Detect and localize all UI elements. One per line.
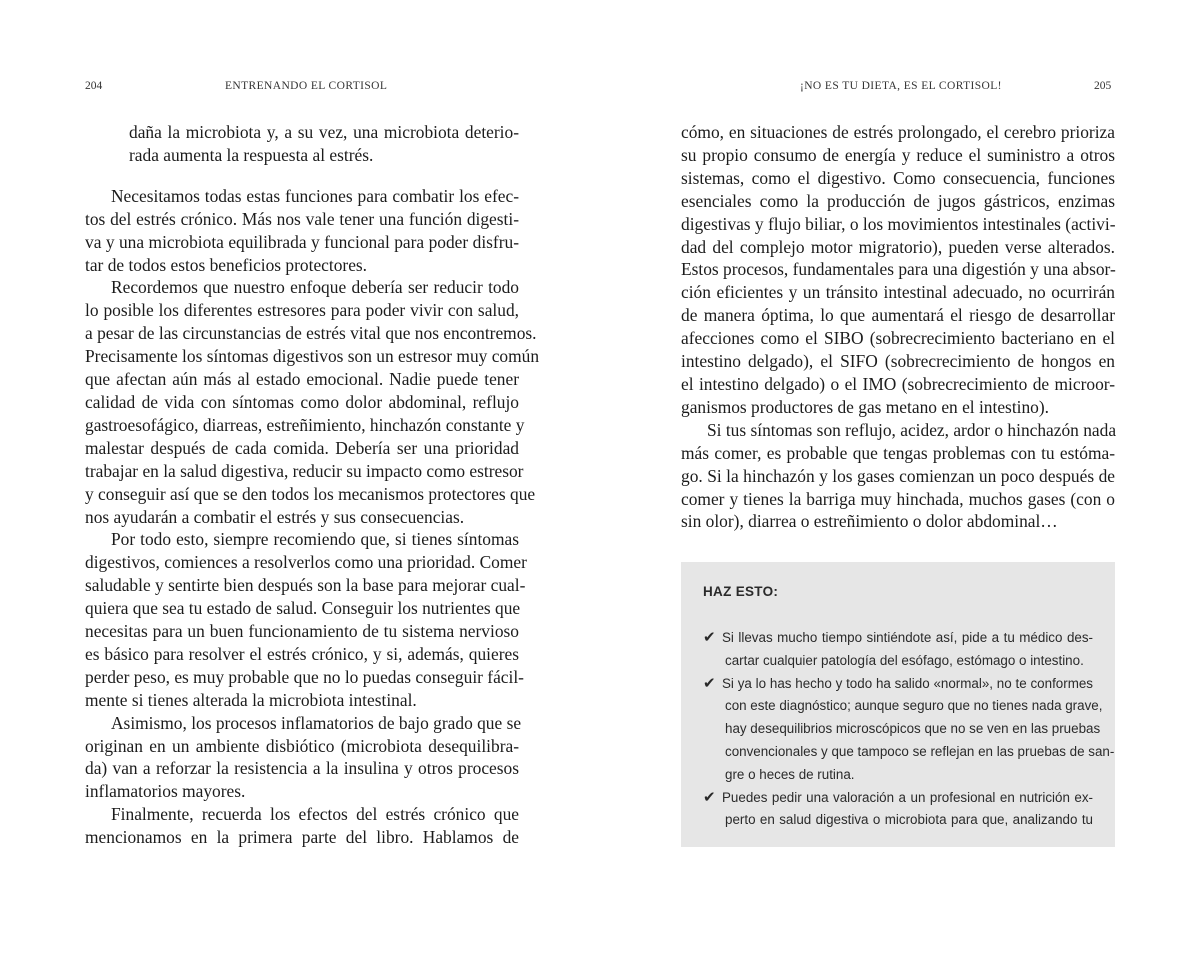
text-line: hay desequilibrios microscópicos que no se ven en las pruebas [725,721,1101,737]
text-line: Estos procesos, fundamentales para una digestión y una absor- [681,259,1116,280]
text-line: Recordemos que nuestro enfoque debería ser reducir todo [111,277,519,298]
text-line: malestar después de cada comida. Debería ser una prioridad [85,437,519,458]
check-mark-icon: ✔ [703,629,716,646]
paragraph [681,121,1115,419]
text-line: inflamatorios mayores. [85,781,246,802]
text-line: lo posible los diferentes estresores para poder vivir con salud, [85,300,519,321]
text-line: perto en salud digestiva o microbiota para que, analizando tu [725,812,1093,828]
text-line: mente si tienes alterada la microbiota intestinal. [85,689,417,710]
text-line: ción eficientes y un tránsito intestinal adecuado, no ocurrirán [681,282,1115,303]
text-line: digestivos, comiences a resolverlos como una prioridad. Comer [85,552,527,573]
text-line: necesitas para un buen funcionamiento de tu sistema nervioso [85,621,519,642]
text-line: Puedes pedir una valoración a un profesional en nutrición ex- [722,789,1093,805]
page-number-left: 204 [85,80,103,92]
text-line: Asimismo, los procesos inflamatorios de bajo grado que se [111,712,522,733]
text-line: quiera que sea tu estado de salud. Conseguir los nutrientes que [85,598,521,619]
text-line: da) van a reforzar la resistencia a la insulina y otros procesos [85,758,519,779]
text-line: Necesitamos todas estas funciones para combatir los efec- [111,185,519,206]
text-line: más comer, es probable que tengas problemas con tu estóma- [681,442,1115,463]
text-line: Si tus síntomas son reflujo, acidez, ardor o hinchazón nada [707,419,1117,440]
text-line: Por todo esto, siempre recomiendo que, si tienes síntomas [111,529,519,550]
text-line: que afectan aún más al estado emocional. Nadie puede tener [85,369,519,390]
box-title: HAZ ESTO: [703,584,779,599]
quote-continuation [85,121,519,167]
text-line: Precisamente los síntomas digestivos son un estresor muy común [85,346,540,367]
text-line: de manera óptima, lo que aumentará el riesgo de desarrollar [681,305,1115,326]
text-line: va y una microbiota equilibrada y funcional para poder disfru- [85,231,519,252]
text-line: esenciales como la producción de jugos gástricos, enzimas [681,190,1115,211]
paragraph [85,276,540,528]
checklist-item [703,673,1115,787]
checklist-item [703,627,1093,673]
text-line: afecciones como el SIBO (sobrecrecimiento bacteriano en el [681,328,1115,349]
check-mark-icon: ✔ [703,674,716,692]
checklist-item [703,787,1093,833]
text-line: tos del estrés crónico. Más nos vale tener una función digesti- [85,208,519,229]
haz-esto-box [681,562,1115,847]
text-line: a pesar de las circunstancias de estrés vital que nos encontremos. [85,323,537,344]
text-line: daña la microbiota y, a su vez, una microbiota deterio- [129,122,519,142]
text-line: trabajar en la salud digestiva, reducir su impacto como estresor [85,460,524,481]
text-line: sistemas, como el digestivo. Como consecuencia, funciones [681,167,1115,188]
running-head-right: ¡NO ES TU DIETA, ES EL CORTISOL! [800,80,1002,92]
text-line: Finalmente, recuerda los efectos del estrés crónico que [111,804,519,825]
left-body-text [85,121,540,849]
running-head-left: ENTRENANDO EL CORTISOL [225,80,388,92]
right-body-text [681,121,1115,533]
text-line: gre o heces de rutina. [725,766,855,782]
text-line: nos ayudarán a combatir el estrés y sus consecuencias. [85,506,465,527]
text-line: digestivas y flujo biliar, o los movimientos intestinales (activi- [681,213,1116,234]
text-line: gastroesofágico, diarreas, estreñimiento, hinchazón constante y [85,414,525,435]
paragraph [85,185,519,277]
text-line: perder peso, es muy probable que no lo puedas conseguir fácil- [85,666,524,687]
text-line: es básico para resolver el estrés crónico, y si, además, quieres [85,643,519,664]
page-number-right: 205 [1094,80,1112,92]
text-line: con este diagnóstico; aunque seguro que no tienes nada grave, [725,698,1103,714]
text-line: cartar cualquier patología del esófago, estómago o intestino. [725,652,1084,668]
text-line: el intestino delgado) o el IMO (sobrecrecimiento de microor- [681,373,1115,394]
text-line: ganismos productores de gas metano en el intestino). [681,396,1050,417]
paragraph [85,803,519,849]
text-line: tar de todos estos beneficios protectores. [85,254,368,275]
check-mark-icon: ✔ [703,788,716,806]
paragraph [85,712,522,804]
text-line: convencionales y que tampoco se reflejan en las pruebas de san- [725,743,1115,759]
text-line: originan en un ambiente disbiótico (microbiota desequilibra- [85,735,519,756]
text-line: rada aumenta la respuesta al estrés. [129,144,374,165]
text-line: Si ya lo has hecho y todo ha salido «normal», no te conformes [722,675,1093,691]
text-line: su propio consumo de energía y reduce el suministro a otros [681,144,1115,165]
text-line: mencionamos en la primera parte del libro. Hablamos de [85,827,519,848]
text-line: Si llevas mucho tiempo sintiéndote así, pide a tu médico des- [722,630,1093,645]
text-line: calidad de vida con síntomas como dolor abdominal, reflujo [85,391,519,412]
text-line: saludable y sentirte bien después son la base para mejorar cual- [85,575,526,596]
checklist [703,627,1115,832]
text-line: sin olor), diarrea o estreñimiento o dolor abdominal… [681,511,1058,532]
text-line: y conseguir así que se den todos los mecanismos protectores que [85,483,536,504]
text-line: comer y tienes la barriga muy hinchada, muchos gases (con o [681,488,1115,509]
paragraph [681,419,1115,534]
text-line: cómo, en situaciones de estrés prolongado, el cerebro prioriza [681,122,1115,142]
text-line: dad del complejo motor migratorio), pueden verse alterados. [681,236,1115,257]
text-line: go. Si la hinchazón y los gases comienzan un poco después de [681,465,1115,486]
text-line: intestino delgado), el SIFO (sobrecrecimiento de hongos en [681,351,1115,372]
paragraph [85,528,527,711]
